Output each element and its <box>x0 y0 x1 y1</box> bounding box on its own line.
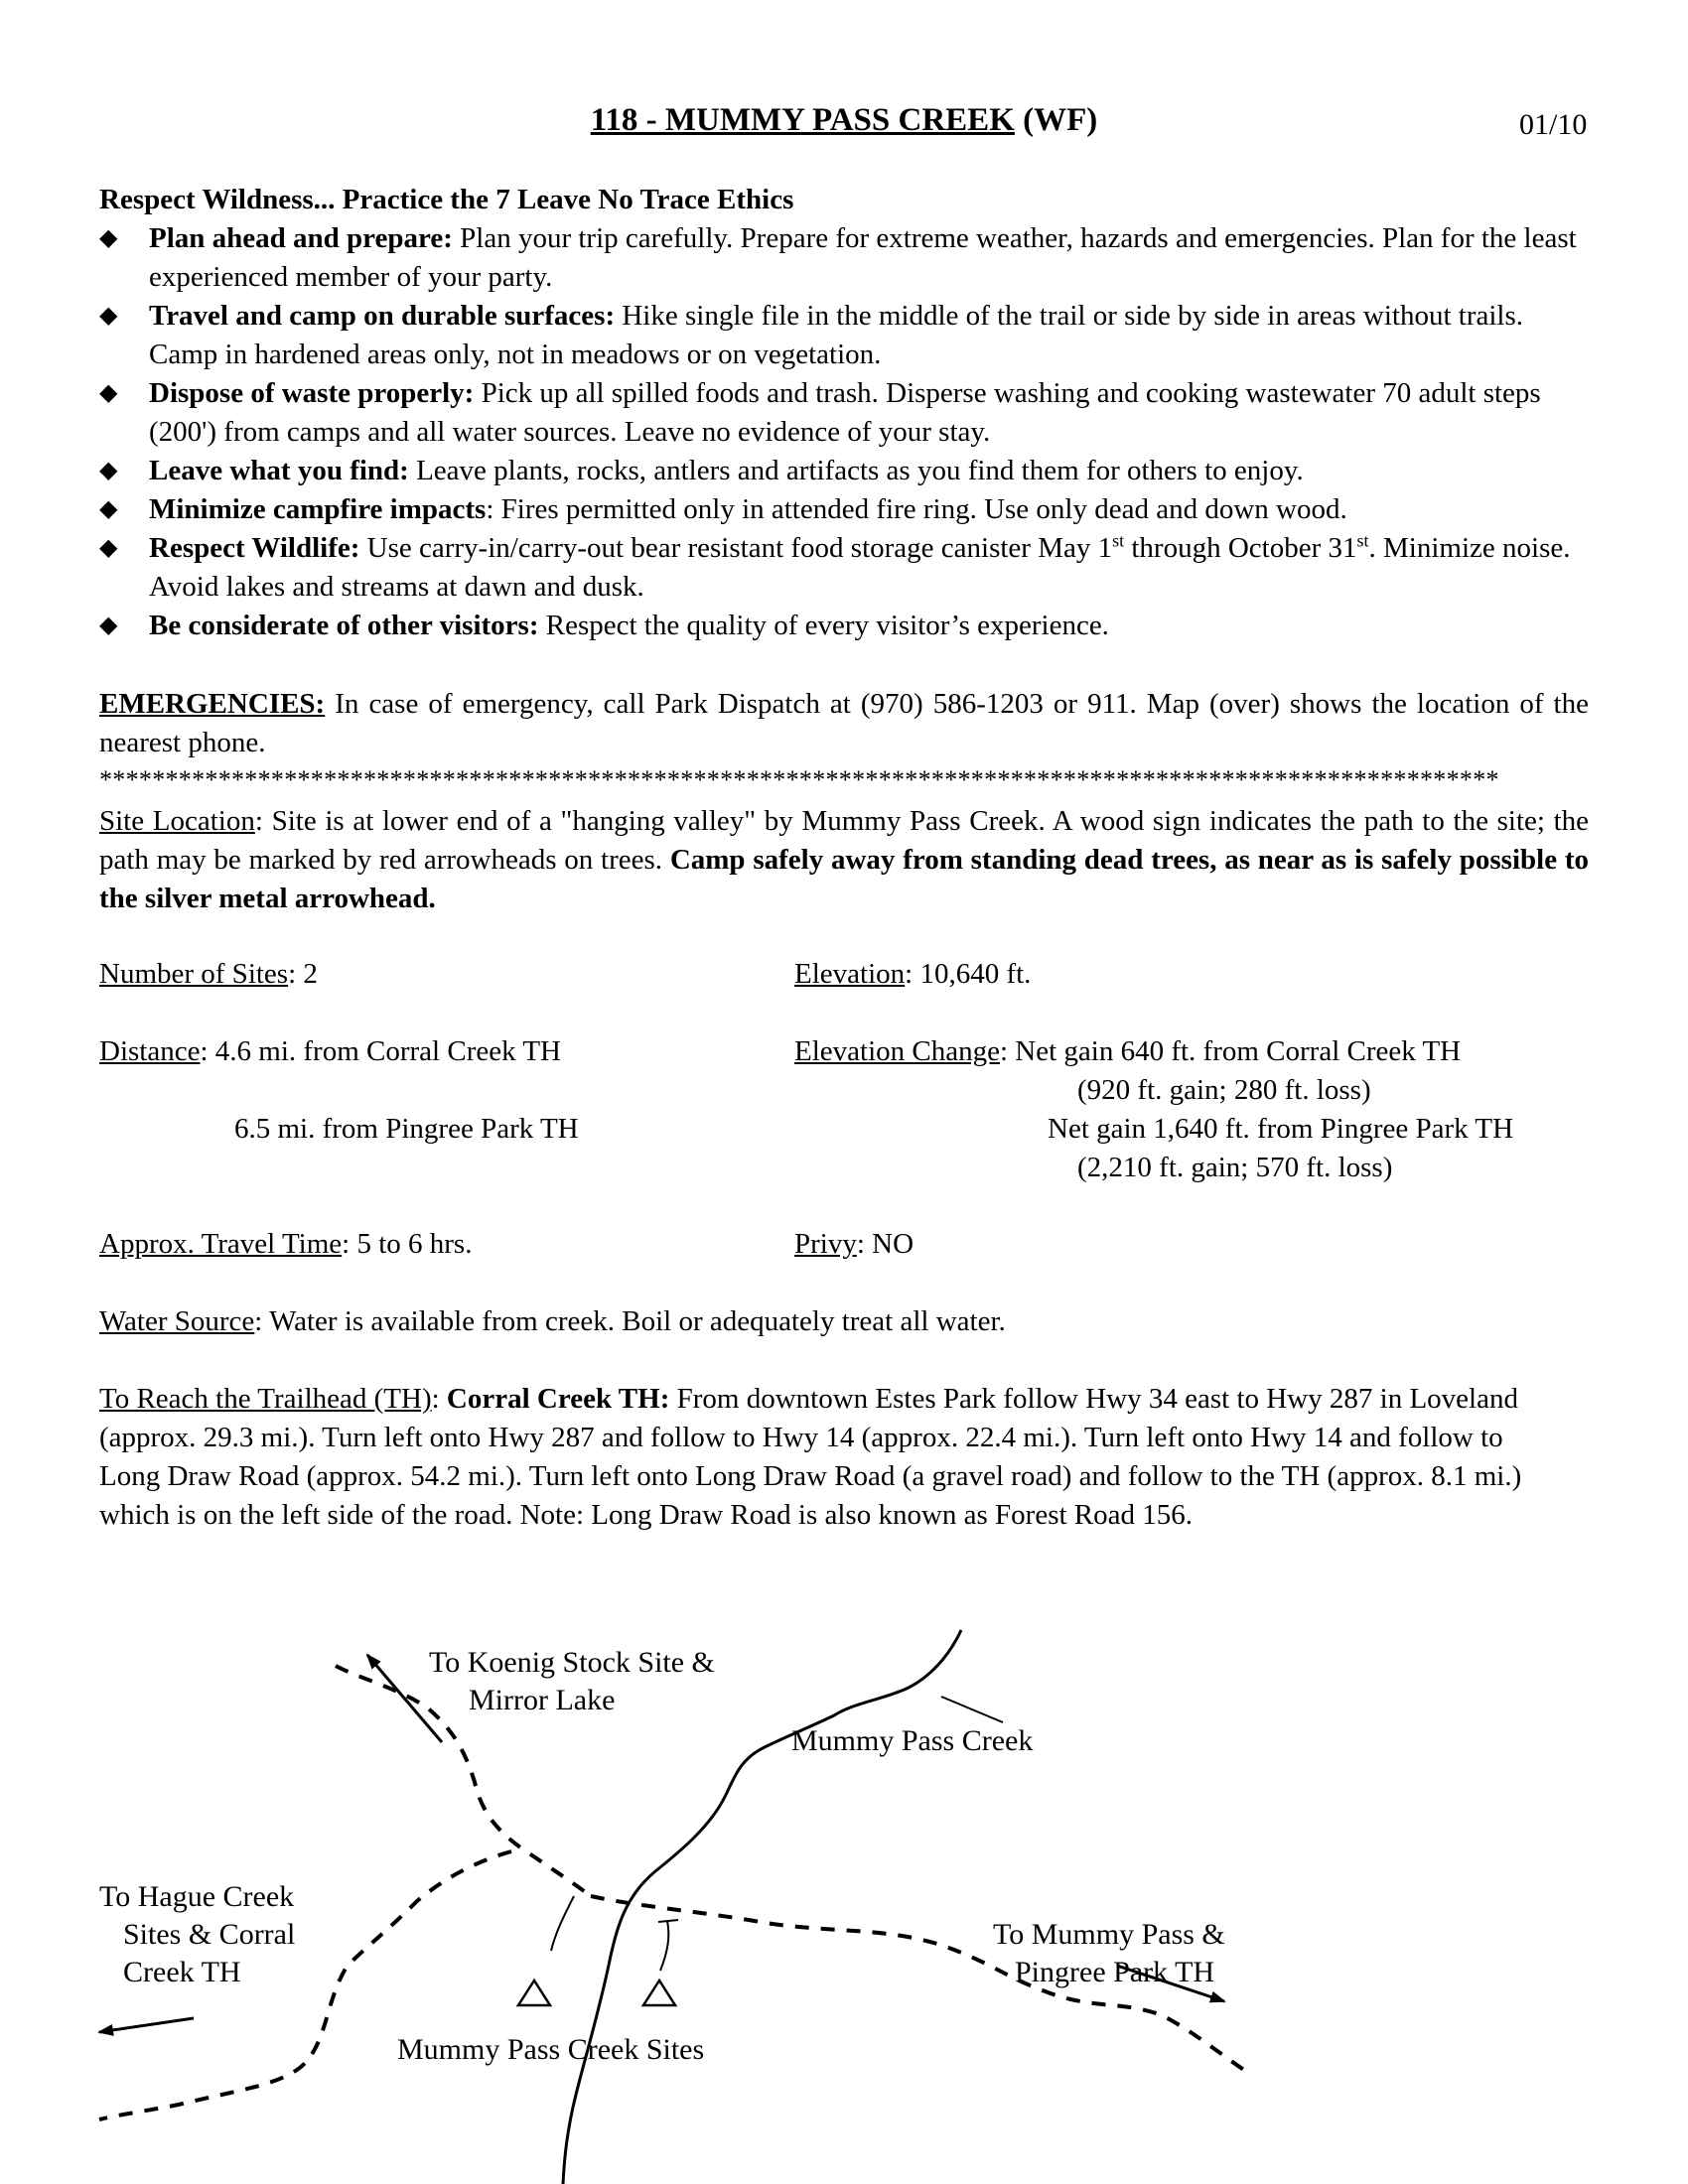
label-hague-2: Sites & Corral <box>123 1918 296 1951</box>
travel-time: Approx. Travel Time: 5 to 6 hrs. <box>99 1228 473 1260</box>
site-spur-1 <box>551 1896 574 1951</box>
elevation-change-detail-2: (2,210 ft. gain; 570 ft. loss) <box>1077 1152 1393 1183</box>
diamond-bullet-icon: ◆ <box>99 303 118 329</box>
distance: Distance: 4.6 mi. from Corral Creek TH <box>99 1035 561 1067</box>
label-koenig-2: Mirror Lake <box>469 1684 616 1716</box>
elevation: Elevation: 10,640 ft. <box>794 958 1032 990</box>
creek-line <box>563 1630 961 2184</box>
elevation-change-detail-1: (920 ft. gain; 280 ft. loss) <box>1077 1074 1371 1106</box>
emergencies-paragraph: EMERGENCIES: In case of emergency, call Park Dispatch at (970) 586-1203 or 911. Map (over) shows the location of the nearest phone. <box>99 688 1589 758</box>
site-location-paragraph: Site Location: Site is at lower end of a "hanging valley" by Mummy Pass Creek. A wood sign indicates the path to the site; the path may be marked by red arrowheads on trees. Camp safely away from standing dead trees, as near as is safely possible to the silver metal arrowhead. <box>99 805 1590 914</box>
site-spur-2 <box>660 1921 668 1971</box>
ethics-item: ◆ Minimize campfire impacts: Fires permitted only in attended fire ring. Use only dead and down wood. <box>99 490 1589 529</box>
site-location-label: Site Location <box>99 805 255 837</box>
title-code: 118 - MUMMY PASS CREEK <box>590 102 1015 138</box>
leave-no-trace-section <box>99 181 1589 645</box>
trailhead-directions: To Reach the Trailhead (TH): Corral Creek TH: From downtown Estes Park follow Hwy 34 east to Hwy 287 in Loveland (approx. 29.3 mi.). Turn left onto Hwy 287 and follow to Hwy 14 (approx. 22.4 mi.). Turn left onto Hwy 14 and follow to Long Draw Road (approx. 54.2 mi.). Turn left onto Long Draw Road (a gravel road) and follow to the TH (approx. 8.1 mi.) which is on the left side of the road. Note: Long Draw Road is also known as Forest Road 156. <box>99 1383 1522 1531</box>
diamond-bullet-icon: ◆ <box>99 496 118 522</box>
label-hague-1: To Hague Creek <box>99 1880 295 1913</box>
revision-date: 01/10 <box>1519 108 1588 141</box>
diamond-bullet-icon: ◆ <box>99 225 118 251</box>
diamond-bullet-icon: ◆ <box>99 535 118 561</box>
ethics-item: ◆ Respect Wildlife: Use carry-in/carry-out bear resistant food storage canister May 1st through October 31st. Minimize noise. Avoid lakes and streams at dawn and dusk. <box>99 530 1571 603</box>
title-suffix: (WF) <box>1014 102 1098 138</box>
elevation-change-2: Net gain 1,640 ft. from Pingree Park TH <box>1048 1113 1514 1145</box>
trail-map <box>0 1608 1688 2184</box>
diamond-bullet-icon: ◆ <box>99 613 118 638</box>
separator-line: ********************************************************************************************************** <box>99 765 1499 794</box>
arrow-hague-icon <box>99 2018 194 2032</box>
ethics-item: ◆ Leave what you find: Leave plants, rocks, antlers and artifacts as you find them for others to enjoy. <box>99 452 1589 490</box>
page-title <box>0 101 1688 140</box>
label-mummy-2: Pingree Park TH <box>1015 1956 1215 1988</box>
ethics-item: ◆ Travel and camp on durable surfaces: Hike single file in the middle of the trail or side by side in areas without trails. Camp in hardened areas only, not in meadows or on vegetation. <box>99 297 1589 374</box>
ethics-item: ◆ Be considerate of other visitors: Respect the quality of every visitor’s experience. <box>99 607 1589 645</box>
label-hague-3: Creek TH <box>123 1956 241 1988</box>
label-sites: Mummy Pass Creek Sites <box>397 2033 705 2066</box>
emergencies-label: EMERGENCIES: <box>99 688 326 720</box>
ethics-item: ◆ Dispose of waste properly: Pick up all spilled foods and trash. Disperse washing and cooking wastewater 70 adult steps (200') from camps and all water sources. Leave no evidence of your stay. <box>99 374 1589 452</box>
diamond-bullet-icon: ◆ <box>99 380 118 406</box>
ethics-item: ◆ Plan ahead and prepare: Plan your trip carefully. Prepare for extreme weather, hazards and emergencies. Plan for the least experienced member of your party. <box>99 219 1589 297</box>
label-koenig-1: To Koenig Stock Site & <box>429 1646 715 1679</box>
distance-alt: 6.5 mi. from Pingree Park TH <box>234 1113 579 1145</box>
diamond-bullet-icon: ◆ <box>99 458 118 483</box>
creek-leader-line <box>941 1697 1003 1722</box>
campsite-triangle-icon <box>643 1980 675 2005</box>
label-creek: Mummy Pass Creek <box>791 1724 1034 1757</box>
water-source: Water Source: Water is available from creek. Boil or adequately treat all water. <box>99 1305 1006 1337</box>
ethics-heading: Respect Wildness... Practice the 7 Leave No Trace Ethics <box>99 184 794 215</box>
trail-tick <box>658 1920 678 1922</box>
elevation-change: Elevation Change: Net gain 640 ft. from Corral Creek TH <box>794 1035 1462 1067</box>
label-mummy-1: To Mummy Pass & <box>993 1918 1225 1951</box>
privy: Privy: NO <box>794 1228 914 1260</box>
trailhead-label: To Reach the Trailhead (TH) <box>99 1383 432 1415</box>
number-of-sites: Number of Sites: 2 <box>99 958 318 990</box>
campsite-triangle-icon <box>518 1980 550 2005</box>
ethics-list <box>99 219 1589 645</box>
